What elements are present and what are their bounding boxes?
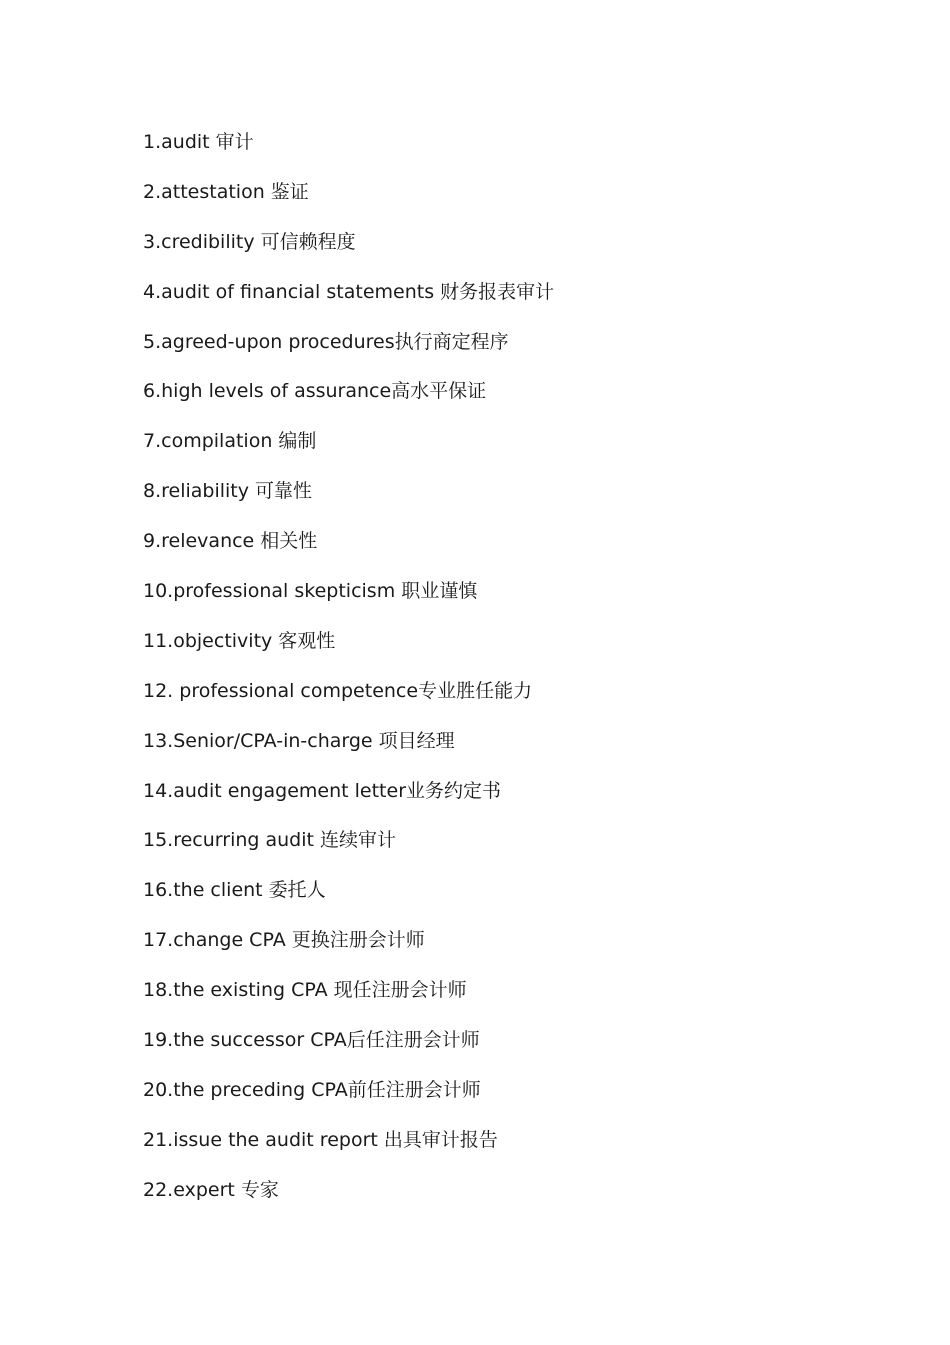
glossary-item: 1.audit 审计: [143, 131, 254, 153]
glossary-item: 13.Senior/CPA-in-charge 项目经理: [143, 729, 455, 752]
glossary-item: 8.reliability 可靠性: [143, 480, 313, 503]
glossary-item: 17.change CPA 更换注册会计师: [143, 929, 425, 952]
glossary-item: 6.high levels of assurance高水平保证: [143, 380, 487, 403]
glossary-item: 10.professional skepticism 职业谨慎: [143, 580, 478, 603]
glossary-item: 5.agreed-upon procedures执行商定程序: [143, 330, 509, 353]
glossary-item: 18.the existing CPA 现任注册会计师: [143, 979, 467, 1002]
glossary-item: 15.recurring audit 连续审计: [143, 829, 397, 852]
glossary-item: 11.objectivity 客观性: [143, 629, 336, 652]
glossary-item: 19.the successor CPA后任注册会计师: [143, 1029, 480, 1052]
glossary-item: 7.compilation 编制: [143, 430, 317, 453]
glossary-item: 12. professional competence专业胜任能力: [143, 679, 533, 702]
glossary-item: 21.issue the audit report 出具审计报告: [143, 1128, 498, 1151]
glossary-item: 16.the client 委托人: [143, 879, 326, 902]
glossary-item: 22.expert 专家: [143, 1178, 279, 1201]
glossary-item: 2.attestation 鉴证: [143, 180, 309, 203]
glossary-item: 9.relevance 相关性: [143, 530, 318, 553]
glossary-item: 4.audit of financial statements 财务报表审计: [143, 280, 555, 303]
glossary-item: 14.audit engagement letter业务约定书: [143, 779, 502, 802]
glossary-item: 20.the preceding CPA前任注册会计师: [143, 1078, 481, 1101]
glossary-list: [143, 128, 554, 1226]
glossary-item: 3.credibility 可信赖程度: [143, 230, 356, 253]
